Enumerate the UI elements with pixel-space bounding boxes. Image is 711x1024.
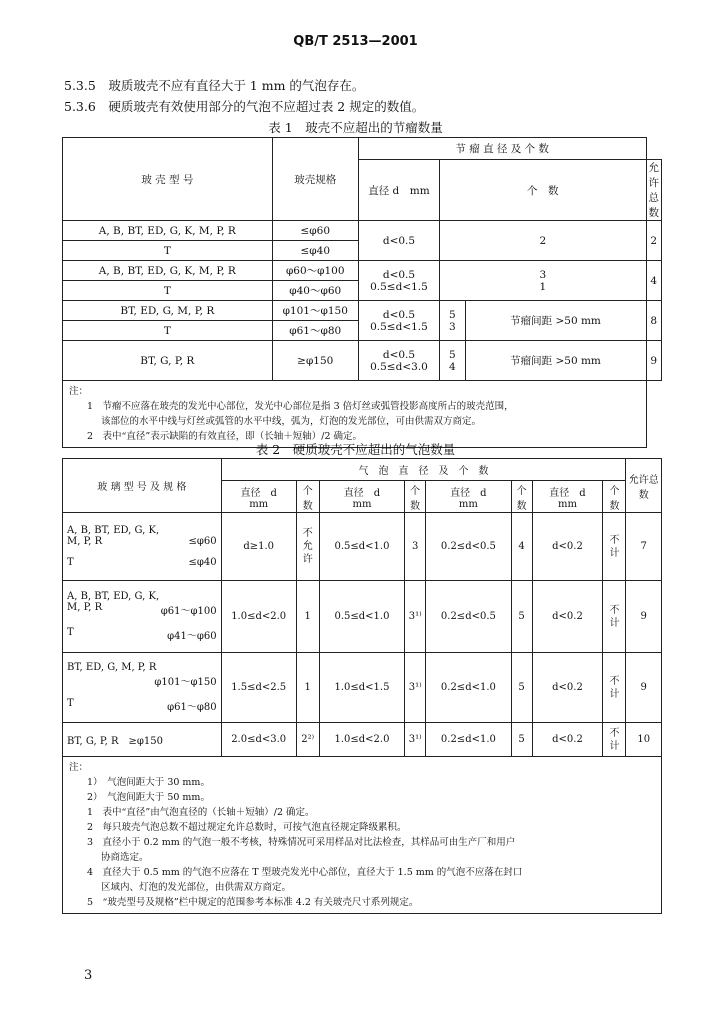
cell-dia: 0.2≤d<0.5 [426, 513, 512, 581]
th-dia-label: 直径 d [240, 487, 277, 499]
type-spec: φ101～φ150 [154, 677, 217, 688]
cell-dia: 0.2≤d<1.0 [426, 653, 512, 723]
th-dia [319, 481, 405, 513]
type-spec: φ41～φ60 [167, 631, 217, 642]
cell-spec: ≥φ150 [272, 341, 358, 381]
note-line: 该部位的水平中线与灯丝或弧管的水平中线，弧为，灯泡的发光部位，可由供需双方商定。 [101, 416, 482, 427]
note-line: 3 直径小于 0.2 mm 的气泡一般不考核，特殊情况可采用样品对比法检查，其样品可由生产厂和用户 [87, 837, 516, 848]
type-line: T [67, 557, 74, 568]
count-line: 5 [448, 348, 456, 361]
note-line: 1） 气泡间距大于 30 mm。 [87, 777, 210, 788]
type-line: A, B, BT, ED, G, K, [67, 525, 160, 536]
cell-count: 5 [511, 653, 532, 723]
th-type: 玻 壳 型 号 [63, 138, 273, 221]
table1-caption: 表 1 玻壳不应超出的节瘤数量 [268, 120, 443, 135]
cell-dia: d≥1.0 [221, 513, 296, 581]
cell-count: 不计 [603, 723, 626, 757]
note-line: 2 每只玻壳气泡总数不超过规定允许总数时，可按气泡直径规定降级累积。 [87, 822, 407, 833]
type-spec: φ61～φ80 [167, 702, 217, 713]
cell-total: 10 [626, 723, 662, 757]
cell-dia: d<0.2 [532, 513, 603, 581]
clause-5-3-5 [64, 76, 364, 94]
cell-count: 3¹⁾ [405, 723, 426, 757]
dia-line: d<0.5 [382, 308, 416, 321]
table-row [63, 653, 662, 723]
cell-dia: d<0.2 [532, 653, 603, 723]
cell-type [63, 513, 222, 581]
cell-dia: 0.5≤d<1.0 [319, 581, 405, 653]
cell-count: 2 [440, 221, 646, 261]
th-dia: 直径 d mm [358, 160, 439, 221]
cell-count: 1 [296, 581, 319, 653]
notes-row [63, 757, 662, 914]
th-dia-label: 直径 d [549, 487, 586, 499]
cell-spec: φ101～φ150 [272, 301, 358, 321]
cell-dia: 1.5≤d<2.5 [221, 653, 296, 723]
cell-dia: d<0.2 [532, 581, 603, 653]
cell-count: 不计 [603, 581, 626, 653]
cell-total: 7 [626, 513, 662, 581]
type-line: A, B, BT, ED, G, K, [67, 591, 160, 602]
type-line: M, P, R [67, 536, 103, 547]
cell-count [440, 301, 465, 341]
table-row [63, 723, 662, 757]
table2-bubbles [62, 458, 662, 914]
cell-count: 3 [405, 513, 426, 581]
th-count: 个数 [603, 481, 626, 513]
table-row [63, 221, 662, 241]
th-dia [426, 481, 512, 513]
clause-number: 5.3.5 [64, 78, 96, 93]
th-count: 个数 [511, 481, 532, 513]
note-heading: 注： [69, 762, 89, 773]
type-line: BT, ED, G, M, P, R [67, 662, 157, 673]
th-dia-label: 直径 d [343, 487, 381, 499]
cell-note: 节瘤间距 >50 mm [465, 301, 646, 341]
cell-count [440, 261, 646, 301]
th-total: 允许总数 [626, 459, 662, 513]
cell-type: T [63, 281, 273, 301]
cell-dia [358, 301, 439, 341]
cell-total: 9 [626, 581, 662, 653]
cell-count: 3¹⁾ [405, 653, 426, 723]
dia-line: 0.5≤d<1.5 [370, 320, 428, 333]
type-line: T [67, 698, 74, 709]
count-line: 4 [448, 360, 456, 373]
clause-text: 玻质玻壳不应有直径大于 1 mm 的气泡存在。 [108, 78, 365, 93]
clause-5-3-6 [64, 97, 424, 115]
note-line: 协商选定。 [101, 852, 149, 863]
cell-total: 2 [646, 221, 662, 261]
type-line: T [67, 627, 74, 638]
type-spec: ≤φ40 [188, 557, 217, 568]
cell-total: 4 [646, 261, 662, 301]
cell-dia: 1.0≤d<1.5 [319, 653, 405, 723]
cell-type: BT, ED, G, M, P, R [63, 301, 273, 321]
cell-dia: d<0.2 [532, 723, 603, 757]
th-group: 节 瘤 直 径 及 个 数 [358, 138, 646, 160]
cell-total: 9 [626, 653, 662, 723]
cell-dia: 0.2≤d<1.0 [426, 723, 512, 757]
cell-total: 8 [646, 301, 662, 341]
dia-line: 0.5≤d<3.0 [370, 360, 428, 373]
table-row [63, 513, 662, 581]
cell-spec: φ60～φ100 [272, 261, 358, 281]
clause-number: 5.3.6 [64, 99, 96, 114]
table1-notes [63, 381, 647, 448]
count-line: 1 [539, 280, 547, 293]
th-unit: mm [458, 498, 478, 510]
table-row [63, 301, 662, 321]
cell-count: 5 [511, 723, 532, 757]
type-line: M, P, R [67, 602, 103, 613]
count-line: 3 [448, 320, 456, 333]
note-line: 5 “玻壳型号及规格”栏中规定的范围参考本标准 4.2 有关玻壳尺寸系列规定。 [87, 897, 419, 908]
cell-type: T [63, 241, 273, 261]
cell-type [63, 581, 222, 653]
cell-count [440, 341, 465, 381]
dia-line: 0.5≤d<1.5 [370, 280, 428, 293]
type-spec: φ61～φ100 [160, 606, 217, 617]
cell-dia: 2.0≤d<3.0 [221, 723, 296, 757]
cell-dia: 0.2≤d<0.5 [426, 581, 512, 653]
th-dia [221, 481, 296, 513]
page-number: 3 [84, 968, 93, 983]
th-count: 个数 [405, 481, 426, 513]
note-line: 2） 气泡间距大于 50 mm。 [87, 792, 210, 803]
cell-spec: ≤φ40 [272, 241, 358, 261]
th-dia [532, 481, 603, 513]
cell-dia: d<0.5 [358, 221, 439, 261]
count-line: 3 [539, 268, 547, 281]
table-row [63, 341, 662, 381]
cell-dia [358, 341, 439, 381]
cell-spec: φ61～φ80 [272, 321, 358, 341]
cell-spec: φ40～φ60 [272, 281, 358, 301]
cell-dia: 1.0≤d<2.0 [319, 723, 405, 757]
th-unit: mm [558, 498, 577, 510]
notes-row [63, 381, 662, 448]
cell-type: BT, G, P, R [63, 341, 273, 381]
standard-header: QB/T 2513—2001 [293, 34, 418, 49]
cell-type: BT, G, P, R ≥φ150 [63, 723, 222, 757]
note-line: 2 表中“直径”表示缺陷的有效直径，即（长轴＋短轴）/2 确定。 [87, 431, 363, 442]
note-line: 1 表中“直径”由气泡直径的（长轴＋短轴）/2 确定。 [87, 807, 315, 818]
dia-line: d<0.5 [382, 268, 416, 281]
table2-notes [63, 757, 662, 914]
cell-count: 4 [511, 513, 532, 581]
th-dia-label: 直径 d [450, 487, 487, 499]
cell-type: T [63, 321, 273, 341]
note-line: 4 直径大于 0.5 mm 的气泡不应落在 T 型玻壳发光中心部位，直径大于 1.5 mm 的气泡不应落在封口 [87, 867, 523, 878]
th-unit: mm [249, 498, 269, 510]
th-unit: mm [352, 498, 372, 510]
count-line: 5 [448, 308, 456, 321]
cell-note: 节瘤间距 >50 mm [465, 341, 646, 381]
dia-line: d<0.5 [382, 348, 416, 361]
cell-count: 1 [296, 653, 319, 723]
cell-type: A, B, BT, ED, G, K, M, P, R [63, 261, 273, 281]
cell-spec: ≤φ60 [272, 221, 358, 241]
th-type: 玻 璃 型 号 及 规 格 [63, 459, 222, 513]
cell-dia [358, 261, 439, 301]
note-heading: 注： [69, 386, 89, 397]
table2-caption: 表 2 硬质玻壳不应超出的气泡数量 [255, 442, 456, 457]
cell-type [63, 653, 222, 723]
th-spec: 玻壳规格 [272, 138, 358, 221]
clause-text: 硬质玻壳有效使用部分的气泡不应超过表 2 规定的数值。 [108, 99, 425, 114]
cell-dia: 1.0≤d<2.0 [221, 581, 296, 653]
type-spec: ≤φ60 [188, 536, 217, 547]
th-group: 气 泡 直 径 及 个 数 [221, 459, 626, 481]
cell-count: 不计 [603, 653, 626, 723]
cell-count: 3¹⁾ [405, 581, 426, 653]
cell-count: 5 [511, 581, 532, 653]
cell-count: 不允许 [296, 513, 319, 581]
th-count: 个数 [296, 481, 319, 513]
cell-count: 不计 [603, 513, 626, 581]
cell-count: 2²⁾ [296, 723, 319, 757]
table1-nodules [62, 137, 662, 448]
cell-total: 9 [646, 341, 662, 381]
th-total: 允许总数 [646, 160, 662, 221]
table-row [63, 581, 662, 653]
cell-type: A, B, BT, ED, G, K, M, P, R [63, 221, 273, 241]
table-row [63, 261, 662, 281]
th-count: 个 数 [440, 160, 646, 221]
note-line: 区域内、灯泡的发光部位，由供需双方商定。 [101, 882, 292, 893]
note-line: 1 节瘤不应落在玻壳的发光中心部位，发光中心部位是指 3 倍灯丝或弧管投影高度所占的玻壳范围， [87, 401, 514, 412]
cell-dia: 0.5≤d<1.0 [319, 513, 405, 581]
